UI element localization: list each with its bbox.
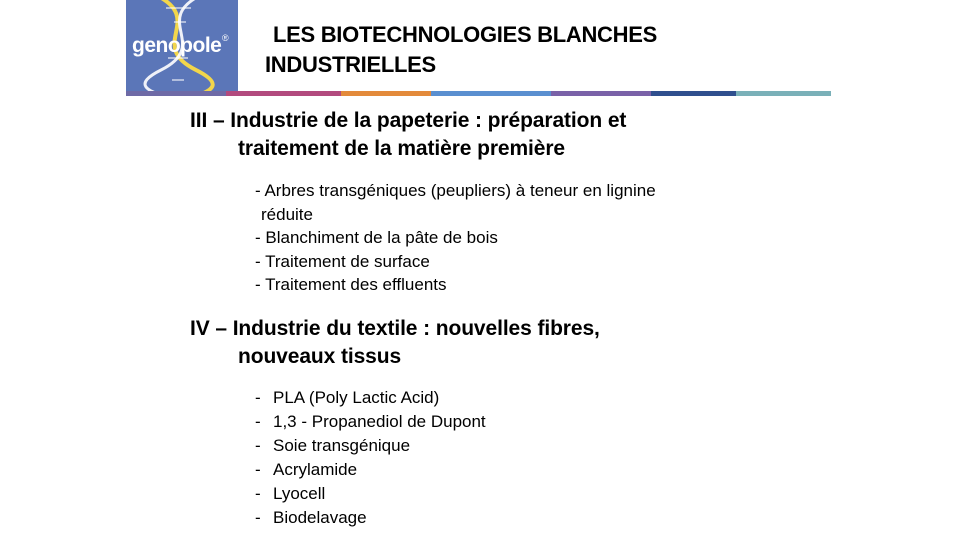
section-3-heading-line-1: III – Industrie de la papeterie : préparation et <box>190 109 627 132</box>
logo-text: genopole <box>132 34 222 57</box>
list-item: - PLA (Poly Lactic Acid) <box>255 386 486 410</box>
color-bar-segment <box>736 91 831 96</box>
section-4-list <box>255 386 486 530</box>
page-title <box>265 20 657 80</box>
section-3-heading <box>190 107 626 163</box>
list-item: - Biodelavage <box>255 506 486 530</box>
list-item: - Traitement de surface <box>255 251 430 271</box>
list-item-text: Acrylamide <box>273 460 358 479</box>
list-item: - Soie transgénique <box>255 434 486 458</box>
list-item-text: PLA (Poly Lactic Acid) <box>273 388 440 407</box>
title-line-1: LES BIOTECHNOLOGIES BLANCHES <box>273 22 657 47</box>
section-3-list <box>255 179 656 297</box>
color-bar-segment <box>551 91 651 96</box>
color-bar-segment <box>126 91 226 96</box>
genopole-logo <box>126 0 238 92</box>
color-bar-segment <box>651 91 736 96</box>
color-bar-segment <box>341 91 431 96</box>
list-item: réduite <box>261 204 313 224</box>
color-bar-segment <box>226 91 341 96</box>
list-item: - Acrylamide <box>255 458 486 482</box>
list-item: - Lyocell <box>255 482 486 506</box>
list-item-text: Biodelavage <box>273 508 367 527</box>
list-item-text: 1,3 - Propanediol de Dupont <box>273 412 486 431</box>
section-4-heading-line-2: nouveaux tissus <box>238 345 402 368</box>
list-item-text: Soie transgénique <box>273 436 411 455</box>
list-item: - Arbres transgéniques (peupliers) à teneur en lignine <box>255 181 656 200</box>
section-3-heading-line-2: traitement de la matière première <box>238 137 566 160</box>
list-item: - 1,3 - Propanediol de Dupont <box>255 410 486 434</box>
list-item: - Traitement des effluents <box>255 275 447 294</box>
list-item: - Blanchiment de la pâte de bois <box>255 228 498 247</box>
registered-mark: ® <box>222 33 229 43</box>
list-item-text: Lyocell <box>273 484 326 503</box>
title-line-2: INDUSTRIELLES <box>265 52 436 77</box>
color-bar-divider <box>126 91 831 96</box>
color-bar-segment <box>431 91 551 96</box>
section-4-heading <box>190 315 600 371</box>
section-4-heading-line-1: IV – Industrie du textile : nouvelles fibres, <box>190 317 600 340</box>
